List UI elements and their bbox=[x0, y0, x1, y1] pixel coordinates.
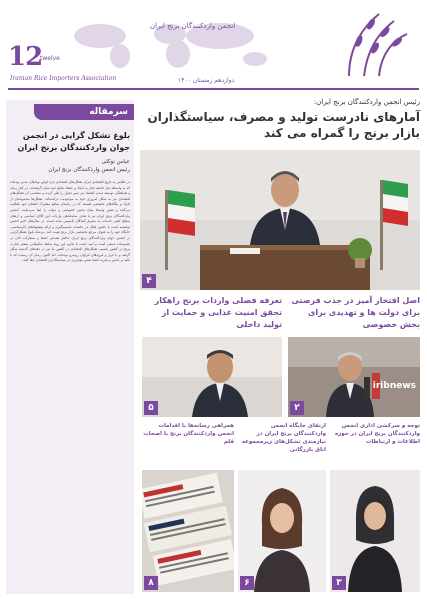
news-photo[interactable] bbox=[142, 470, 234, 592]
news-photo[interactable] bbox=[142, 337, 282, 417]
speaker-photo bbox=[288, 337, 420, 417]
editorial-body: در نظامی به تاریخ اقتصادی ایران تشکل‌های اقتصادی جزء اولین نهادهای مدنی بوده‌اند که به واسطه نیاز جامعه تجار به ایجاد و حفظ منافع خود بنیان گرفته‌اند. در کنار زمان و هماهنگی توسعه تمدن اقتصاد نیز سیر تحول را طی کرده و متناسب آن تشکل‌های اقتصادی نیز به شکل امروزی خود به موجودیت درآمده‌اند. تشکل‌ها مجموعه‌ای از افراد و بنگاه‌های تخصصی هستند که در راستای منافع مشترک اعضای خود فعالیت می‌کنند و نقش واسط میان بخش خصوصی و دولت را ایفا می‌نمایند. انجمن واردکنندگان برنج ایران نیز با هدف ساماندهی واردات این کالای اساسی و ارتقای سطح کیفی خدمات به مصرف‌کنندگان تأسیس شده است. در سال‌های اخیر انجمن توانسته است با حضور فعال در جلسات تصمیم‌گیری و ارائه پیشنهادهای کارشناسی، جایگاه خود را به عنوان مرجع تخصصی بازار برنج تثبیت کند. بی‌شک بلوغ تشکل‌گرایی در انجمن جوان واردکنندگان برنج ایران حاصل همدلی اعضا و مشارکت آنان در تصمیمات جمعی است و امید است با تداوم این روند شاهد شکوفایی بیشتر تجارت برنج در کشور باشیم. تشکل‌های اقتصادی در کشور ما نیز در دهه‌های گذشته شکل گرفته و با فراز و فرودهای فراوان روبه‌رو بوده‌اند، اما اکنون زمان آن رسیده که با تکیه بر دانش و تجربه اعضا نقش مؤثرتری در سیاستگذاری اقتصادی ایفا کنند. bbox=[10, 180, 130, 263]
editorial-author bbox=[10, 158, 130, 174]
photo-number-badge: ۳ bbox=[332, 576, 346, 590]
masthead bbox=[0, 0, 427, 92]
issue-word: twelve bbox=[40, 55, 60, 62]
photo-number-badge: ۴ bbox=[142, 274, 156, 288]
author-role: رئیس انجمن واردکنندگان برنج ایران bbox=[48, 167, 130, 173]
headline-kicker: رئیس انجمن واردکنندگان برنج ایران: bbox=[313, 98, 420, 106]
association-name-en: Iranian Rice Importers Association bbox=[10, 75, 117, 82]
rice-association-logo-icon bbox=[319, 6, 419, 86]
news-photo[interactable] bbox=[330, 470, 420, 592]
masthead-divider bbox=[8, 88, 419, 90]
photo-number-badge: ۵ bbox=[144, 401, 158, 415]
woman-portrait-photo bbox=[330, 470, 420, 592]
photo-number-badge: ۸ bbox=[144, 576, 158, 590]
photo-caption[interactable]: ارتقای جایگاه انجمن واردکنندگان برنج ایران در نیازمندی تشکل‌های زیرمجموعه اتاق بازرگانی bbox=[241, 423, 326, 453]
photo-caption[interactable]: توجه و سرکشی اداری انجمن واردکنندگان برنج ایران در حوزه اطلاعات و ارتباطات bbox=[334, 423, 420, 445]
newspapers-photo bbox=[142, 470, 234, 592]
editorial-badge: سرمقاله bbox=[34, 104, 134, 120]
watermark: iribnews bbox=[372, 381, 416, 391]
news-photo[interactable] bbox=[238, 470, 326, 592]
woman-portrait-photo bbox=[238, 470, 326, 592]
association-name-fa: انجمن واردکنندگان برنج ایران bbox=[150, 22, 236, 30]
photo-number-badge: ۲ bbox=[290, 401, 304, 415]
editorial-title[interactable]: بلوغ تشکل گرایی در انجمن جوان واردکنندگان برنج ایران bbox=[17, 131, 130, 152]
photo-caption[interactable]: تعرفه فصلی واردات برنج راهکار تحقق امنیت غذایی و حمایت از تولید داخلی bbox=[154, 296, 282, 329]
headline-title: آمارهای نادرست تولید و مصرف، سیاستگذاران بازار برنج را گمراه می کند bbox=[147, 110, 420, 140]
lead-headline[interactable] bbox=[140, 98, 420, 141]
issue-date: دوازدهم زمستان ۱۴۰۰ bbox=[178, 77, 235, 84]
main-photo[interactable] bbox=[140, 150, 420, 290]
editorial-column bbox=[6, 100, 134, 594]
office-interview-photo bbox=[140, 150, 420, 290]
photo-caption[interactable]: اصل افتخار آمیز در جذب فرصتی برای دولت ها و تهدیدی برای بخش خصوصی bbox=[291, 296, 420, 329]
portrait-photo bbox=[142, 337, 282, 417]
news-photo[interactable] bbox=[288, 337, 420, 417]
photo-number-badge: ۶ bbox=[240, 576, 254, 590]
issue-number: 12 bbox=[8, 42, 43, 72]
photo-caption[interactable]: همراهی رسانه‌ها با اقدامات انجمن واردکنندگان برنج با اصحاب قلم bbox=[143, 423, 234, 445]
author-name: عباس توکلی bbox=[101, 159, 130, 165]
